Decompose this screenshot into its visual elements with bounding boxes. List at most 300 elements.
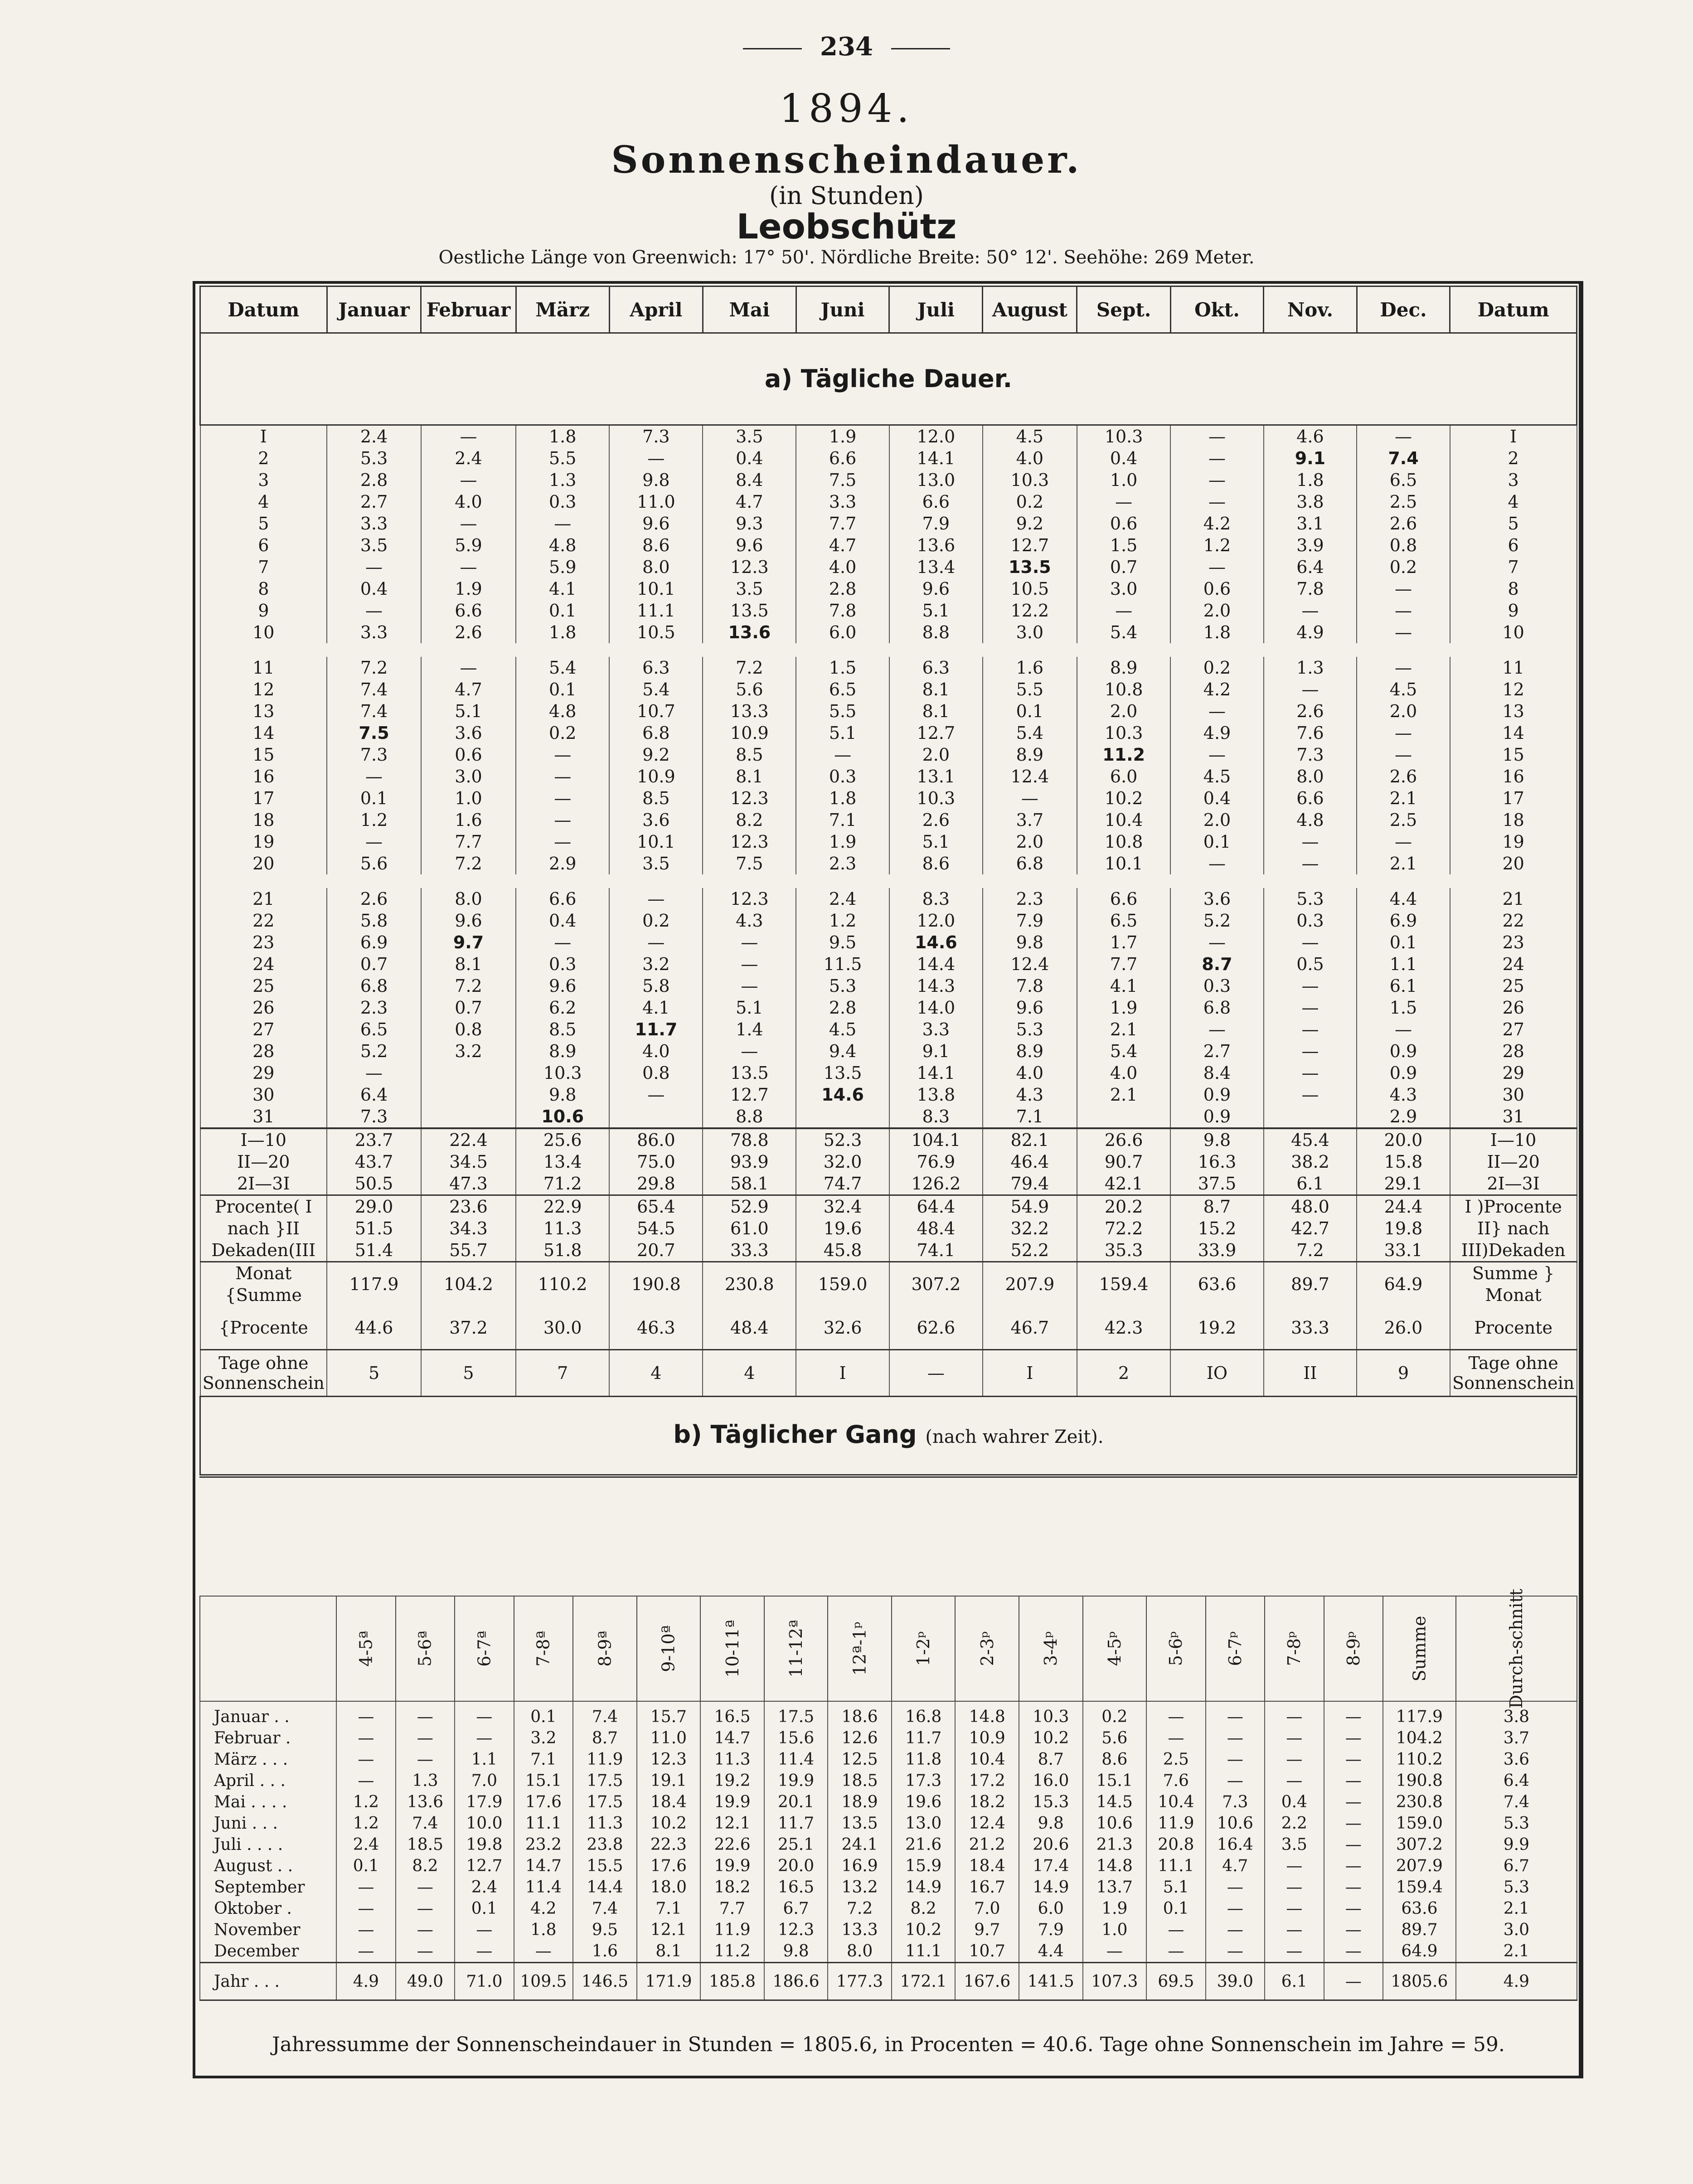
days-without-value: 4 — [609, 1350, 703, 1397]
hour-value: — — [336, 1728, 396, 1749]
day-row — [200, 621, 1577, 643]
year-value: 109.5 — [514, 1963, 573, 2000]
decade-percent-row — [200, 1195, 1577, 1218]
hour-value: 18.5 — [828, 1770, 892, 1791]
decade-sum: 13.4 — [516, 1151, 609, 1173]
daily-value: 8.0 — [609, 556, 703, 578]
daily-value: 8.5 — [516, 1019, 609, 1040]
decade-percent-row — [200, 1218, 1577, 1239]
hour-value: 17.9 — [455, 1791, 514, 1813]
hour-header — [637, 1596, 701, 1701]
daily-value: 3.8 — [1264, 491, 1357, 513]
month-label: Januar . . — [200, 1701, 336, 1728]
daily-value: 8.3 — [889, 888, 983, 910]
decade-sum: 82.1 — [983, 1128, 1077, 1151]
daily-value: 5.2 — [1170, 910, 1263, 932]
day-row — [200, 491, 1577, 513]
hour-value: — — [336, 1898, 396, 1919]
decade-percent: 34.3 — [421, 1218, 516, 1239]
month-percent: 19.2 — [1170, 1306, 1263, 1350]
daily-value: 13.6 — [889, 534, 983, 556]
hour-value: 307.2 — [1383, 1834, 1456, 1855]
hour-value: 20.8 — [1146, 1834, 1206, 1855]
hour-value: 10.9 — [955, 1728, 1019, 1749]
percent-label: III)Dekaden — [1450, 1239, 1577, 1262]
day-label: 12 — [1450, 679, 1577, 700]
hour-value: 16.7 — [955, 1877, 1019, 1898]
decade-percent: 32.4 — [796, 1195, 889, 1218]
daily-value: 0.6 — [421, 744, 516, 766]
hour-value: — — [1146, 1919, 1206, 1941]
daily-value: 14.1 — [889, 447, 983, 469]
daily-value: 1.2 — [1170, 534, 1263, 556]
month-hour-row — [200, 1813, 1577, 1834]
hour-value: — — [396, 1941, 455, 1963]
daily-value: 12.4 — [983, 953, 1077, 975]
daily-value: 14.0 — [889, 997, 983, 1019]
daily-value: — — [1264, 1040, 1357, 1062]
daily-value: 1.9 — [796, 425, 889, 448]
hour-value: — — [1265, 1919, 1324, 1941]
daily-value: 0.7 — [327, 953, 421, 975]
hour-header — [1083, 1596, 1147, 1701]
daily-value: — — [796, 744, 889, 766]
decade-percent: 15.2 — [1170, 1218, 1263, 1239]
decade-percent: 19.6 — [796, 1218, 889, 1239]
day-row — [200, 766, 1577, 787]
daily-value: 2.5 — [1357, 809, 1450, 831]
daily-value: 2.6 — [1264, 700, 1357, 722]
day-row — [200, 556, 1577, 578]
daily-value: 4.2 — [1170, 513, 1263, 534]
month-hour-row — [200, 1834, 1577, 1855]
daily-value: — — [1357, 1019, 1450, 1040]
hour-value: 7.1 — [637, 1898, 701, 1919]
decade-sum: 43.7 — [327, 1151, 421, 1173]
daily-value: 5.4 — [1077, 621, 1170, 643]
daily-value: 0.9 — [1170, 1106, 1263, 1128]
days-without-value: 5 — [327, 1350, 421, 1397]
daily-value: 0.5 — [1264, 953, 1357, 975]
hour-value: 14.8 — [955, 1701, 1019, 1728]
daily-value: 0.1 — [1357, 932, 1450, 953]
decade-percent: 72.2 — [1077, 1218, 1170, 1239]
hour-value: 7.4 — [573, 1898, 637, 1919]
decade-sum: 93.9 — [703, 1151, 796, 1173]
decade-percent: 20.2 — [1077, 1195, 1170, 1218]
daily-value: 8.4 — [703, 469, 796, 491]
column-header: Okt. — [1170, 286, 1263, 333]
daily-value: 5.1 — [421, 700, 516, 722]
daily-value: — — [1264, 997, 1357, 1019]
decade-sum: 37.5 — [1170, 1173, 1263, 1195]
daily-value: 2.0 — [1170, 600, 1263, 621]
hour-value: 7.3 — [1206, 1791, 1265, 1813]
daily-value: 12.3 — [703, 787, 796, 809]
hour-value: 18.2 — [955, 1791, 1019, 1813]
hour-header — [1019, 1596, 1083, 1701]
daily-value: 0.2 — [516, 722, 609, 744]
subtitle: (in Stunden) — [769, 181, 924, 210]
daily-value: 5.6 — [703, 679, 796, 700]
daily-value: 7.9 — [983, 910, 1077, 932]
decade-sum: 86.0 — [609, 1128, 703, 1151]
decade-sum: 29.8 — [609, 1173, 703, 1195]
decade-sum-row — [200, 1128, 1577, 1151]
day-label: 24 — [200, 953, 327, 975]
day-row — [200, 744, 1577, 766]
decade-sum: 26.6 — [1077, 1128, 1170, 1151]
hour-value: 10.2 — [892, 1919, 956, 1941]
daily-value: 0.9 — [1357, 1040, 1450, 1062]
month-label: Mai . . . . — [200, 1791, 336, 1813]
daily-value: 0.7 — [421, 997, 516, 1019]
day-row — [200, 1019, 1577, 1040]
hour-value: 1.3 — [396, 1770, 455, 1791]
daily-value: 1.7 — [1077, 932, 1170, 953]
hour-value: 6.4 — [1456, 1770, 1577, 1791]
hour-value: — — [1324, 1941, 1383, 1963]
daily-value: 5.4 — [1077, 1040, 1170, 1062]
hour-value: 12.3 — [764, 1919, 828, 1941]
daily-value: 7.7 — [1077, 953, 1170, 975]
daily-value: 12.7 — [983, 534, 1077, 556]
decade-sum: 52.3 — [796, 1128, 889, 1151]
decade-sum: 38.2 — [1264, 1151, 1357, 1173]
day-row — [200, 853, 1577, 874]
day-row — [200, 578, 1577, 600]
daily-value: 5.2 — [327, 1040, 421, 1062]
hour-value: — — [514, 1941, 573, 1963]
day-label: 22 — [200, 910, 327, 932]
daily-value — [1264, 1106, 1357, 1128]
decade-percent: 52.9 — [703, 1195, 796, 1218]
decade-percent: 42.7 — [1264, 1218, 1357, 1239]
hour-value: — — [455, 1941, 514, 1963]
day-label: I — [1450, 425, 1577, 448]
month-sum: 230.8 — [703, 1262, 796, 1306]
day-label: 25 — [1450, 975, 1577, 997]
hour-value: 15.7 — [637, 1701, 701, 1728]
daily-value: 1.3 — [516, 469, 609, 491]
days-without-value: 2 — [1077, 1350, 1170, 1397]
hour-value: 0.1 — [514, 1701, 573, 1728]
daily-value: 2.3 — [327, 997, 421, 1019]
daily-value — [421, 1106, 516, 1128]
daily-value: 4.5 — [983, 425, 1077, 448]
hour-header — [1456, 1588, 1577, 1709]
day-label: 27 — [200, 1019, 327, 1040]
daily-value: 9.2 — [983, 513, 1077, 534]
decade-percent: 51.5 — [327, 1218, 421, 1239]
hour-value: — — [1206, 1770, 1265, 1791]
day-label: 6 — [200, 534, 327, 556]
daily-value: 6.6 — [1077, 888, 1170, 910]
day-label: 31 — [1450, 1106, 1577, 1128]
decade-percent: 20.7 — [609, 1239, 703, 1262]
daily-value: 7.3 — [1264, 744, 1357, 766]
hour-value: 19.9 — [700, 1791, 764, 1813]
day-row — [200, 997, 1577, 1019]
day-label: 7 — [200, 556, 327, 578]
month-hour-row — [200, 1919, 1577, 1941]
hourly-course-table — [199, 1588, 1577, 2001]
hour-value: 19.2 — [700, 1770, 764, 1791]
hour-value: 11.1 — [1146, 1855, 1206, 1877]
day-label: 29 — [200, 1062, 327, 1084]
month-percent: 26.0 — [1357, 1306, 1450, 1350]
decade-percent: 32.2 — [983, 1218, 1077, 1239]
hour-value: 17.5 — [573, 1791, 637, 1813]
month-label: Oktober . — [200, 1898, 336, 1919]
hour-value: — — [1324, 1919, 1383, 1941]
hour-value: 16.4 — [1206, 1834, 1265, 1855]
hour-value: 18.4 — [955, 1855, 1019, 1877]
daily-value: 2.6 — [421, 621, 516, 643]
daily-value: — — [1357, 744, 1450, 766]
decade-sum: 23.7 — [327, 1128, 421, 1151]
decade-sum: 16.3 — [1170, 1151, 1263, 1173]
hour-header — [396, 1596, 455, 1701]
day-label: 13 — [200, 700, 327, 722]
hour-value: 11.1 — [892, 1941, 956, 1963]
hour-label: 10-11ª — [722, 1620, 742, 1678]
decade-percent-row — [200, 1239, 1577, 1262]
daily-value: — — [609, 932, 703, 953]
month-sum: 63.6 — [1170, 1262, 1263, 1306]
decade-percent: 48.0 — [1264, 1195, 1357, 1218]
daily-value: 12.4 — [983, 766, 1077, 787]
daily-value: 0.3 — [1264, 910, 1357, 932]
day-label: 11 — [1450, 657, 1577, 679]
hour-value: 2.4 — [455, 1877, 514, 1898]
daily-value: 6.5 — [327, 1019, 421, 1040]
daily-value: — — [1264, 831, 1357, 853]
decade-sum-row — [200, 1173, 1577, 1195]
day-row — [200, 469, 1577, 491]
hour-value: 159.0 — [1383, 1813, 1456, 1834]
decade-label: II—20 — [200, 1151, 327, 1173]
daily-value: 5.1 — [796, 722, 889, 744]
daily-value: 2.9 — [516, 853, 609, 874]
month-sum: 64.9 — [1357, 1262, 1450, 1306]
daily-value: 0.3 — [516, 491, 609, 513]
hour-value: 1.8 — [514, 1919, 573, 1941]
hour-value: — — [396, 1701, 455, 1728]
daily-value: 13.5 — [796, 1062, 889, 1084]
daily-value: 9.6 — [703, 534, 796, 556]
daily-value: — — [1170, 491, 1263, 513]
year-value: 171.9 — [637, 1963, 701, 2000]
table-a-header-row — [200, 286, 1577, 333]
daily-value: — — [983, 787, 1077, 809]
day-label: 23 — [1450, 932, 1577, 953]
daily-value: 2.9 — [1357, 1106, 1450, 1128]
day-label: 18 — [1450, 809, 1577, 831]
hour-value: — — [1324, 1728, 1383, 1749]
hour-label: 1-2ᵖ — [913, 1631, 934, 1666]
hour-value: — — [1146, 1701, 1206, 1728]
hour-value: 14.8 — [1083, 1855, 1147, 1877]
daily-value: 5.3 — [983, 1019, 1077, 1040]
daily-value: 6.8 — [1170, 997, 1263, 1019]
decade-percent: 33.9 — [1170, 1239, 1263, 1262]
hour-value: 207.9 — [1383, 1855, 1456, 1877]
hour-header — [764, 1596, 828, 1701]
hour-value: 13.6 — [396, 1791, 455, 1813]
month-percent: 32.6 — [796, 1306, 889, 1350]
hour-value: 16.9 — [828, 1855, 892, 1877]
daily-value: 2.1 — [1077, 1019, 1170, 1040]
page-number: 234 — [0, 32, 1693, 62]
daily-value: — — [609, 888, 703, 910]
daily-value: 13.6 — [703, 621, 796, 643]
daily-value: 4.3 — [703, 910, 796, 932]
daily-value: 7.8 — [796, 600, 889, 621]
daily-value: 0.8 — [421, 1019, 516, 1040]
hour-value: 10.7 — [955, 1941, 1019, 1963]
daily-value: 3.1 — [1264, 513, 1357, 534]
daily-value: 13.8 — [889, 1084, 983, 1106]
daily-value: 0.3 — [1170, 975, 1263, 997]
hour-value: 12.1 — [700, 1813, 764, 1834]
daily-value: 7.6 — [1264, 722, 1357, 744]
decade-sum: 78.8 — [703, 1128, 796, 1151]
hour-label: 6-7ᵖ — [1225, 1631, 1245, 1666]
daily-value: 4.8 — [516, 534, 609, 556]
daily-value: 3.6 — [1170, 888, 1263, 910]
hour-value: 11.1 — [514, 1813, 573, 1834]
daily-value: 10.3 — [1077, 425, 1170, 448]
hour-value: 5.1 — [1146, 1877, 1206, 1898]
daily-value: 12.2 — [983, 600, 1077, 621]
day-label: 9 — [1450, 600, 1577, 621]
percent-label: Dekaden(III — [200, 1239, 327, 1262]
decade-percent: 51.4 — [327, 1239, 421, 1262]
hour-value: 110.2 — [1383, 1749, 1456, 1770]
day-label: 14 — [1450, 722, 1577, 744]
hour-value: 22.3 — [637, 1834, 701, 1855]
hour-value: 17.5 — [764, 1701, 828, 1728]
days-without-value: IO — [1170, 1350, 1263, 1397]
spacer — [200, 643, 1577, 657]
daily-value: 7.1 — [796, 809, 889, 831]
hour-value: 7.9 — [1019, 1919, 1083, 1941]
daily-value: 6.5 — [796, 679, 889, 700]
day-label: 4 — [1450, 491, 1577, 513]
hour-value: — — [1206, 1877, 1265, 1898]
year-value: 146.5 — [573, 1963, 637, 2000]
days-without-value: I — [796, 1350, 889, 1397]
daily-value: 1.0 — [1077, 469, 1170, 491]
hour-label: 5-6ª — [415, 1631, 435, 1667]
daily-value: 0.6 — [1170, 578, 1263, 600]
daily-value: — — [516, 932, 609, 953]
day-label: 31 — [200, 1106, 327, 1128]
month-sum: 307.2 — [889, 1262, 983, 1306]
daily-value: 2.8 — [327, 469, 421, 491]
daily-value: 0.8 — [609, 1062, 703, 1084]
hour-value: 12.7 — [455, 1855, 514, 1877]
daily-value: 8.6 — [609, 534, 703, 556]
hour-value: 8.6 — [1083, 1749, 1147, 1770]
day-label: 3 — [1450, 469, 1577, 491]
daily-value: — — [1357, 657, 1450, 679]
decade-percent: 64.4 — [889, 1195, 983, 1218]
daily-value: 3.5 — [609, 853, 703, 874]
daily-value: 0.9 — [1170, 1084, 1263, 1106]
days-without-value: II — [1264, 1350, 1357, 1397]
daily-value: 2.0 — [889, 744, 983, 766]
decade-label: I—10 — [200, 1128, 327, 1151]
daily-value: 9.1 — [889, 1040, 983, 1062]
daily-value — [421, 1084, 516, 1106]
day-label: 11 — [200, 657, 327, 679]
daily-value: — — [1264, 600, 1357, 621]
daily-value: 5.8 — [327, 910, 421, 932]
daily-value: 6.1 — [1357, 975, 1450, 997]
hour-header — [892, 1596, 956, 1701]
hour-value: — — [1206, 1898, 1265, 1919]
hour-value: — — [1206, 1919, 1265, 1941]
daily-value: 3.5 — [703, 578, 796, 600]
hour-value: 14.9 — [892, 1877, 956, 1898]
daily-value: 8.4 — [1170, 1062, 1263, 1084]
hour-value: 11.0 — [637, 1728, 701, 1749]
daily-value: 0.4 — [703, 447, 796, 469]
daily-value: 7.9 — [889, 513, 983, 534]
daily-value: 10.4 — [1077, 809, 1170, 831]
daily-value: — — [1077, 600, 1170, 621]
month-percent: 46.7 — [983, 1306, 1077, 1350]
daily-value: — — [327, 600, 421, 621]
daily-value: 8.1 — [703, 766, 796, 787]
days-without-value: 5 — [421, 1350, 516, 1397]
daily-value: 9.8 — [516, 1084, 609, 1106]
hour-value: 7.1 — [514, 1749, 573, 1770]
daily-value: 12.7 — [703, 1084, 796, 1106]
daily-value: — — [1264, 679, 1357, 700]
day-label: 5 — [200, 513, 327, 534]
daily-value: 6.6 — [1264, 787, 1357, 809]
hour-value: 7.4 — [396, 1813, 455, 1834]
decade-sum-row — [200, 1151, 1577, 1173]
daily-value: 0.4 — [516, 910, 609, 932]
daily-value: 6.9 — [1357, 910, 1450, 932]
day-label: 15 — [200, 744, 327, 766]
daily-value: 1.9 — [1077, 997, 1170, 1019]
month-percent: 62.6 — [889, 1306, 983, 1350]
hour-value: 23.2 — [514, 1834, 573, 1855]
daily-value: 5.4 — [983, 722, 1077, 744]
daily-value: 8.3 — [889, 1106, 983, 1128]
decade-percent: 33.3 — [703, 1239, 796, 1262]
day-label: 24 — [1450, 953, 1577, 975]
daily-value: 1.8 — [1170, 621, 1263, 643]
decade-percent: 48.4 — [889, 1218, 983, 1239]
day-row — [200, 809, 1577, 831]
hour-value: 0.2 — [1083, 1701, 1147, 1728]
day-row — [200, 447, 1577, 469]
decade-sum: 34.5 — [421, 1151, 516, 1173]
daily-value: 11.2 — [1077, 744, 1170, 766]
decade-sum: 104.1 — [889, 1128, 983, 1151]
daily-value: 4.7 — [796, 534, 889, 556]
daily-value: 14.1 — [889, 1062, 983, 1084]
daily-value: 3.3 — [327, 513, 421, 534]
hour-value: 16.5 — [700, 1701, 764, 1728]
hour-value: 15.9 — [892, 1855, 956, 1877]
